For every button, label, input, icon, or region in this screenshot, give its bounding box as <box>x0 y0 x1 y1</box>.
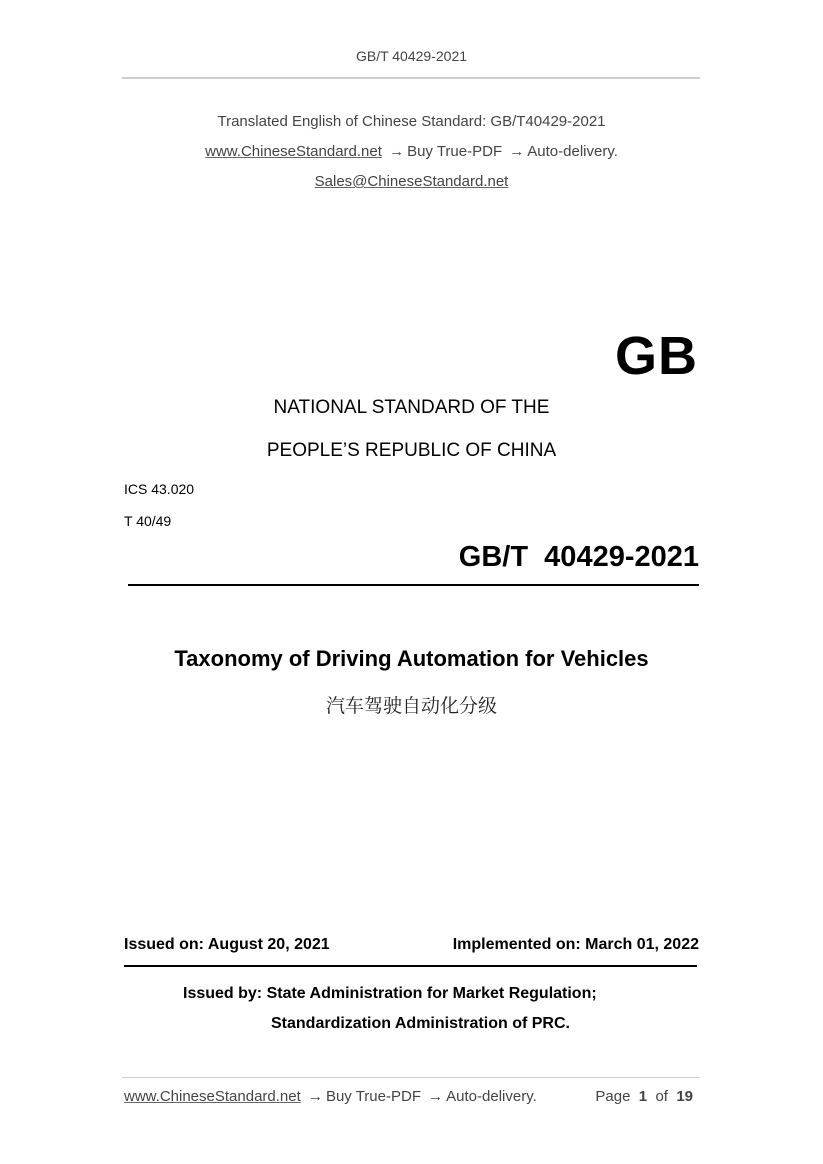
national-standard-line2: PEOPLE’S REPUBLIC OF CHINA <box>266 440 557 461</box>
implemented-on-date: Implemented on: March 01, 2022 <box>452 936 699 953</box>
buy-pdf-text: Buy True-PDF <box>407 143 503 160</box>
issued-on-date: Issued on: August 20, 2021 <box>124 936 330 953</box>
translation-notice: Translated English of Chinese Standard: GB/T40429-2021 <box>217 113 606 130</box>
standard-code-rule <box>128 584 699 586</box>
auto-delivery-text: Auto-delivery. <box>527 143 618 160</box>
sales-email-link[interactable]: Sales@ChineseStandard.net <box>314 173 509 190</box>
footer-buy-text: Buy True-PDF <box>325 1088 421 1105</box>
title-english: Taxonomy of Driving Automation for Vehicles <box>174 646 649 671</box>
promo-line <box>0 143 823 160</box>
site-link[interactable]: www.ChineseStandard.net <box>205 143 382 160</box>
footer-promo <box>124 1088 537 1105</box>
arrow-right-icon: → <box>509 143 525 160</box>
footer-divider <box>122 1077 700 1078</box>
page-total: 19 <box>676 1088 693 1105</box>
date-rule <box>124 965 697 967</box>
page-current: 1 <box>638 1088 648 1105</box>
title-chinese: 汽车驾驶自动化分级 <box>325 695 497 717</box>
gb-mark: GB <box>615 326 698 386</box>
issued-by-line1: Issued by: State Administration for Market Regulation; <box>183 985 597 1002</box>
arrow-right-icon: → <box>389 143 405 160</box>
page-indicator <box>595 1088 693 1105</box>
email-line <box>0 173 823 190</box>
header-divider <box>122 77 700 79</box>
running-header: GB/T 40429-2021 <box>355 48 468 64</box>
footer-delivery-text: Auto-delivery. <box>446 1088 537 1105</box>
arrow-right-icon: → <box>428 1088 444 1105</box>
ccs-code: T 40/49 <box>124 513 172 529</box>
national-standard-line1: NATIONAL STANDARD OF THE <box>273 397 550 418</box>
footer-site-link[interactable]: www.ChineseStandard.net <box>124 1088 301 1105</box>
page-of-label: of <box>655 1088 668 1105</box>
ics-code: ICS 43.020 <box>124 481 195 497</box>
arrow-right-icon: → <box>307 1088 323 1105</box>
standard-code: GB/T 40429-2021 <box>458 541 699 573</box>
page-label: Page <box>595 1088 631 1105</box>
issued-by-line2: Standardization Administration of PRC. <box>271 1015 570 1032</box>
